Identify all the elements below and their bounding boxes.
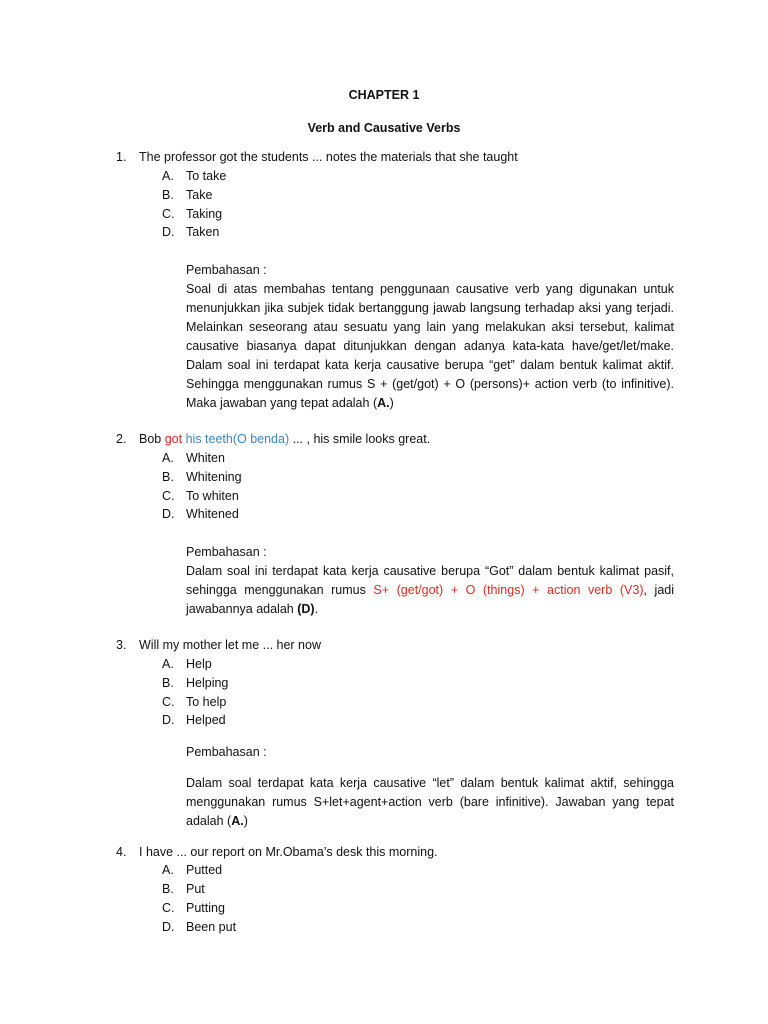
chapter-heading: CHAPTER 1 — [348, 88, 420, 102]
option-c: C. Taking — [162, 207, 223, 221]
option-d: D. Helped — [162, 713, 226, 727]
option-a: A. Whiten — [162, 451, 225, 465]
question-text: I have ... our report on Mr.Obama’s desk this morning. — [139, 845, 438, 859]
option-a: A. To take — [162, 169, 227, 183]
pembahasan-label: Pembahasan : — [186, 745, 267, 759]
option-d: D. Whitened — [162, 507, 239, 521]
option-a: A. Putted — [162, 863, 223, 877]
pembahasan-label: Pembahasan : — [186, 263, 267, 277]
option-b: B. Put — [162, 882, 205, 896]
option-d: D. Taken — [162, 225, 220, 239]
chapter-subtitle: Verb and Causative Verbs — [307, 121, 461, 135]
pembahasan-label: Pembahasan : — [186, 545, 267, 559]
question-number: 4. — [116, 845, 127, 859]
option-b: B. Take — [162, 188, 213, 202]
explanation-paragraph: Dalam soal terdapat kata kerja causative “let” dalam bentuk kalimat aktif, sehingga menggunakan rumus S+let+agent+action verb (bare infinitive). Jawaban yang tepat adalah (A.) — [186, 776, 674, 828]
question-text: The professor got the students ... notes the materials that she taught — [139, 150, 518, 164]
option-c: C. To whiten — [162, 489, 239, 503]
option-b: B. Helping — [162, 676, 229, 690]
option-c: C. Putting — [162, 901, 225, 915]
question-text: Bob got his teeth(O benda) ... , his smile looks great. — [139, 432, 431, 446]
explanation-paragraph: Dalam soal ini terdapat kata kerja causative berupa “Got” dalam bentuk kalimat pasif, sehingga menggunakan rumus S+ (get/got) + O (things) + action verb (V3), jadi jawabannya adalah (D). — [186, 564, 675, 616]
option-b: B. Whitening — [162, 470, 242, 484]
option-d: D. Been put — [162, 920, 237, 934]
formula-text: S+ (get/got) + O (things) + action verb (V3) — [373, 583, 644, 597]
question-number: 1. — [116, 150, 127, 164]
question-text: Will my mother let me ... her now — [139, 638, 321, 652]
question-number: 3. — [116, 638, 127, 652]
option-a: A. Help — [162, 657, 212, 671]
question-number: 2. — [116, 432, 127, 446]
option-c: C. To help — [162, 695, 227, 709]
explanation-paragraph: Soal di atas membahas tentang penggunaan causative verb yang digunakan untuk menunjukkan jika subjek tidak bertanggung jawab langsung terhadap aksi yang terjadi. Melainkan seseorang atau sesuatu yang lain yang melakukan aksi tersebut, kalimat causative biasanya dapat ditunjukkan dengan adanya kata-kata have/get/let/make. Dalam soal ini terdapat kata kerja causative berupa “get” dalam bentuk kalimat aktif. Sehingga menggunakan rumus S + (get/got) + O (persons)+ action verb (to infinitive). Maka jawaban yang tepat adalah (A.) — [186, 282, 674, 410]
